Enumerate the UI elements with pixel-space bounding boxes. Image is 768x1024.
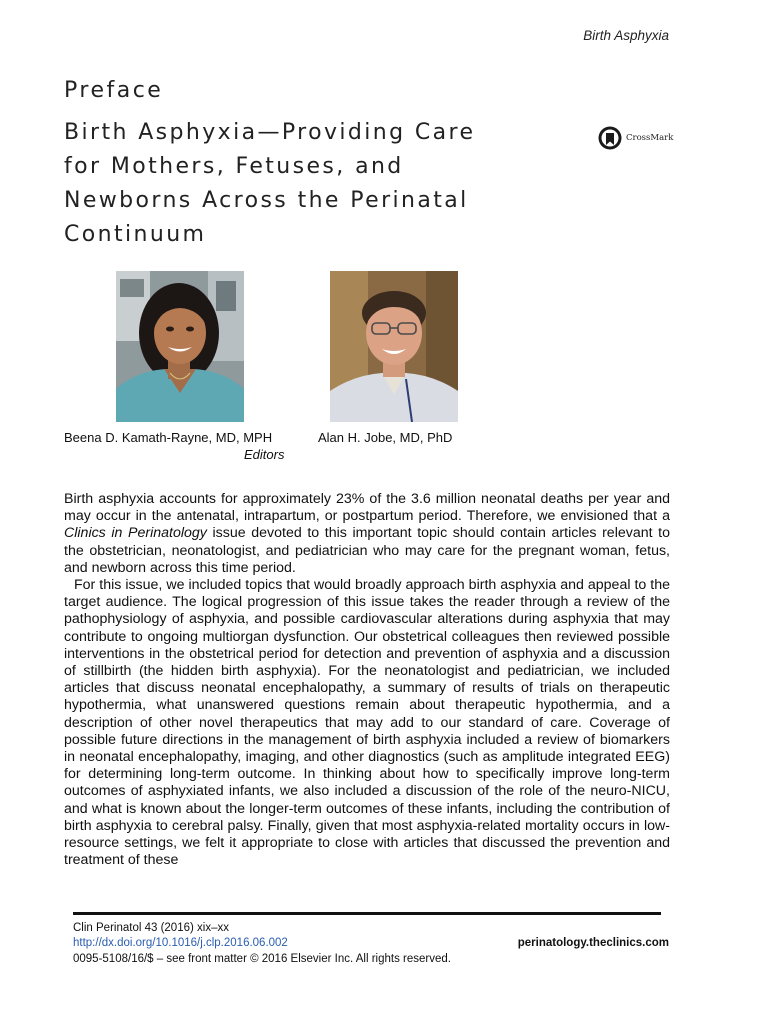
title-line: Continuum: [64, 222, 207, 247]
title-line: Birth Asphyxia—Providing Care: [64, 120, 476, 145]
editor-name-2: Alan H. Jobe, MD, PhD: [318, 430, 453, 445]
article-title: [64, 116, 544, 252]
editor-name-1: Beena D. Kamath-Rayne, MD, MPH: [64, 430, 273, 445]
editor-photo-jobe: [330, 271, 458, 422]
crossmark-badge[interactable]: [598, 126, 673, 150]
copyright-notice: 0095-5108/16/$ – see front matter © 2016 Elsevier Inc. All rights reserved.: [73, 953, 451, 965]
journal-name: Clinics in Perinatology: [64, 525, 207, 542]
article-body: [64, 491, 670, 869]
body-paragraph-1: [64, 491, 670, 577]
journal-citation: Clin Perinatol 43 (2016) xix–xx: [73, 922, 229, 934]
doi-link[interactable]: http://dx.doi.org/10.1016/j.clp.2016.06.002: [73, 937, 288, 949]
crossmark-icon: [598, 126, 622, 150]
crossmark-label: CrossMark: [626, 133, 674, 143]
title-line: for Mothers, Fetuses, and: [64, 154, 404, 179]
journal-website[interactable]: perinatology.theclinics.com: [517, 937, 669, 949]
running-head: Birth Asphyxia: [583, 28, 669, 43]
paragraph-text: Birth asphyxia accounts for approximately 23% of the 3.6 million neonatal deaths per year and may occur in the antenatal, intrapartum, or postpartum period. Therefore, we envisioned that a: [64, 491, 670, 525]
editors-label: Editors: [244, 447, 285, 462]
body-paragraph-2: For this issue, we included topics that would broadly approach birth asphyxia and appeal to the target audience. The logical progression of this issue takes the reader through a review of the pathophysiology of asphyxia, and possible cardiovascular alterations during asphyxia that may contribute to ongoing multiorgan dysfunction. Our obstetrical colleagues then reviewed possible interventions in the obstetrical period for detection and prevention of asphyxia and a discussion of stillbirth (the hidden birth asphyxia). For the neonatologist and pediatrician, we included articles that discuss neonatal encephalopathy, a summary of results of trials on therapeutic hypothermia, what unanswered questions remain about therapeutic hypothermia, and a description of other novel therapeutics that may add to our standard of care. Coverage of possible future directions in the management of birth asphyxia included a review of biomarkers in neonatal encephalopathy, imaging, and other diagnostics (such as amplitude integrated EEG) for determining long-term outcome. In thinking about how to specifically improve long-term outcomes of asphyxiated infants, we also included a discussion of the role of the neuro-NICU, and what is known about the longer-term outcomes of these infants, including the contribution of birth asphyxia to cerebral palsy. Finally, given that most asphyxia-related mortality occurs in low-resource settings, we felt it appropriate to close with articles that discussed the prevention and treatment of these: [64, 577, 670, 869]
preface-label: Preface: [64, 78, 164, 103]
editor-photo-kamath-rayne: [116, 271, 244, 422]
paragraph-text: issue devoted to this important topic should contain articles relevant to the obstetrician, neonatologist, and pediatrician who may care for the pregnant woman, fetus, and newborn across this time period.: [64, 525, 670, 576]
title-line: Newborns Across the Perinatal: [64, 188, 469, 213]
footer-rule: [73, 912, 661, 915]
